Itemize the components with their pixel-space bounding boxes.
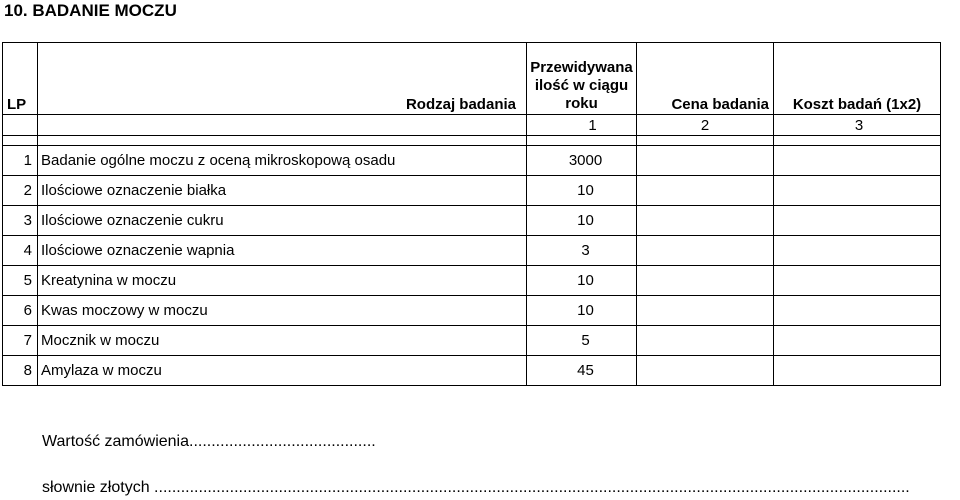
row-cost-cell [774, 356, 941, 386]
row-test-name-cell: Kreatynina w moczu [38, 266, 527, 296]
row-price-cell [637, 266, 774, 296]
row-cost-cell [774, 206, 941, 236]
row-price-cell [637, 146, 774, 176]
row-quantity-cell: 5 [527, 326, 637, 356]
row-quantity-cell: 3000 [527, 146, 637, 176]
column-number-empty [38, 115, 527, 136]
spacer-cell [774, 136, 941, 146]
order-value-line: Wartość zamówienia.......................................... [42, 433, 376, 450]
row-test-name-cell: Amylaza w moczu [38, 356, 527, 386]
table-row [3, 296, 941, 326]
header-test-type: Rodzaj badania [38, 43, 527, 115]
table-row [3, 236, 941, 266]
row-lp-cell: 2 [3, 176, 38, 206]
header-quantity [527, 43, 637, 115]
row-cost-cell [774, 176, 941, 206]
row-price-cell [637, 206, 774, 236]
amount-in-words-line: słownie złotych .......................................................................................................................................................................... [42, 479, 910, 496]
row-quantity-cell: 3 [527, 236, 637, 266]
spacer-cell [637, 136, 774, 146]
header-quantity-line3: roku [565, 95, 598, 112]
row-lp-cell: 6 [3, 296, 38, 326]
row-price-cell [637, 236, 774, 266]
row-lp-cell: 7 [3, 326, 38, 356]
spacer-cell [527, 136, 637, 146]
table-row [3, 266, 941, 296]
table-header-row [3, 43, 941, 115]
row-quantity-cell: 10 [527, 296, 637, 326]
table-row [3, 326, 941, 356]
row-quantity-cell: 45 [527, 356, 637, 386]
header-quantity-line1: Przewidywana [530, 59, 633, 76]
header-quantity-line2: ilość w ciągu [534, 77, 629, 94]
column-number-1: 1 [527, 115, 637, 136]
row-lp-cell: 4 [3, 236, 38, 266]
row-cost-cell [774, 236, 941, 266]
document-title: 10. BADANIE MOCZU [4, 1, 177, 20]
row-cost-cell [774, 326, 941, 356]
row-test-name-cell: Ilościowe oznaczenie cukru [38, 206, 527, 236]
row-price-cell [637, 326, 774, 356]
spacer-cell [38, 136, 527, 146]
column-number-2: 2 [637, 115, 774, 136]
row-quantity-cell: 10 [527, 206, 637, 236]
column-number-3: 3 [774, 115, 941, 136]
row-cost-cell [774, 266, 941, 296]
row-lp-cell: 8 [3, 356, 38, 386]
row-test-name-cell: Kwas moczowy w moczu [38, 296, 527, 326]
row-test-name-cell: Ilościowe oznaczenie białka [38, 176, 527, 206]
table-row [3, 176, 941, 206]
row-test-name-cell: Badanie ogólne moczu z oceną mikroskopową osadu [38, 146, 527, 176]
column-number-empty [3, 115, 38, 136]
spacer-row [3, 136, 941, 146]
header-cost: Koszt badań (1x2) [774, 43, 941, 115]
row-test-name-cell: Ilościowe oznaczenie wapnia [38, 236, 527, 266]
row-quantity-cell: 10 [527, 266, 637, 296]
row-lp-cell: 1 [3, 146, 38, 176]
row-cost-cell [774, 146, 941, 176]
column-number-row [3, 115, 941, 136]
row-price-cell [637, 356, 774, 386]
spacer-cell [3, 136, 38, 146]
row-price-cell [637, 296, 774, 326]
row-quantity-cell: 10 [527, 176, 637, 206]
row-test-name-cell: Mocznik w moczu [38, 326, 527, 356]
table-row [3, 146, 941, 176]
table-row [3, 356, 941, 386]
row-lp-cell: 5 [3, 266, 38, 296]
table-row [3, 206, 941, 236]
row-lp-cell: 3 [3, 206, 38, 236]
row-price-cell [637, 176, 774, 206]
row-cost-cell [774, 296, 941, 326]
urine-tests-table [2, 42, 941, 386]
header-price: Cena badania [637, 43, 774, 115]
header-lp: LP [3, 43, 38, 115]
